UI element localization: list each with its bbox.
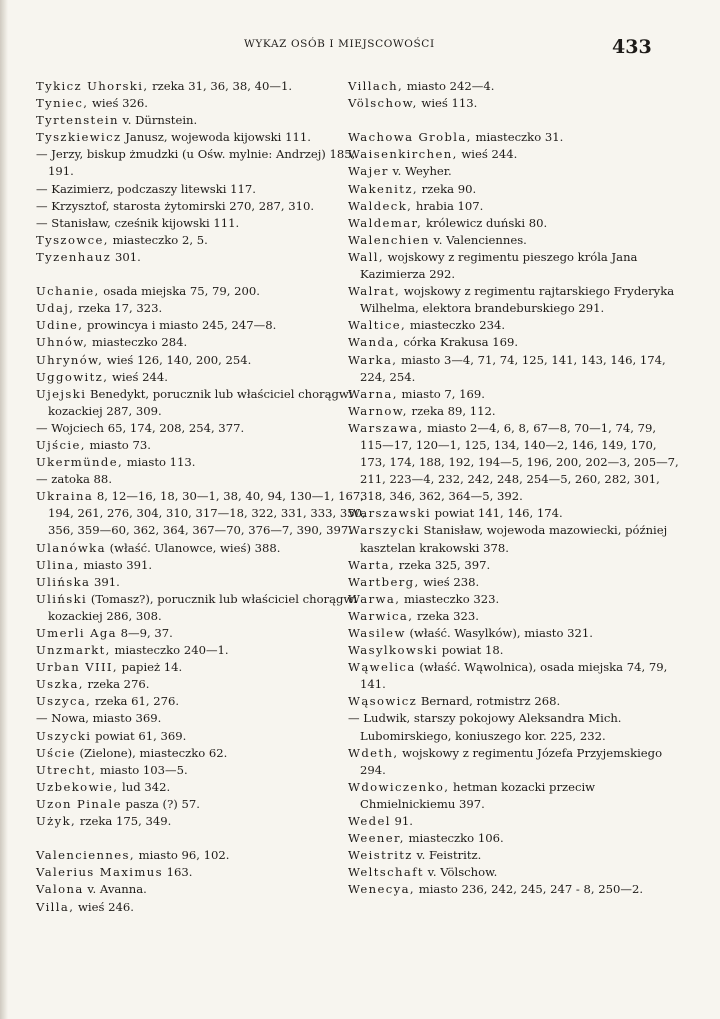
index-entry [36,574,366,591]
entry-text: rzeka 61, 276. [91,694,180,709]
index-entry [36,642,366,659]
entry-headword: Tyszowce, [36,232,109,247]
index-entry [348,181,680,198]
index-entry [36,300,366,317]
entry-headword: Urban VIII, [36,660,118,675]
index-entry [36,540,366,557]
entry-text: wieś 244. [108,369,168,384]
entry-headword: Ulanówka [36,540,106,555]
entry-text: — Nowa, miasto 369. [36,711,162,726]
entry-text: miasto 103—5. [96,762,188,777]
entry-text: miasteczko 106. [404,831,504,846]
index-entry [348,864,680,881]
entry-text: rzeka 17, 323. [74,301,163,316]
index-entry [348,710,680,744]
entry-text: miasto 73. [85,437,151,452]
entry-headword: Umerli Aga [36,626,117,640]
index-entry [348,779,680,813]
entry-text: wieś 244. [457,147,518,162]
entry-headword: Wartberg, [348,574,420,589]
index-entry [36,693,366,710]
index-entry [36,813,366,830]
index-entry [36,779,366,796]
entry-text: — Jerzy, biskup żmudzki (u Ośw. mylnie: Andrzej) 185, 191. [36,147,356,179]
entry-text: (Tomasz?), porucznik lub właściciel chorągwi kozackiej 286, 308. [48,591,358,623]
entry-headword: Uhrynów, [36,352,104,367]
entry-text: rzeka 276. [83,677,150,692]
entry-text: hetman kozacki przeciw Chmielnickiemu 397. [360,779,596,811]
entry-headword: Ukraina [36,489,94,504]
index-entry [36,232,366,249]
index-entry [348,386,680,403]
entry-headword: Uszyca, [36,694,92,709]
entry-headword: Udaj, [36,301,75,316]
entry-text: powiat 141, 146, 174. [430,506,563,521]
index-entry [36,557,366,574]
entry-headword: Tyrtenstein [36,113,119,128]
entry-text: królewicz duński 80. [422,215,548,230]
index-entry [348,334,680,351]
index-entry [36,488,366,539]
index-entry [348,574,680,591]
entry-text: miasto 3—4, 71, 74, 125, 141, 143, 146, 174, 224, 254. [360,352,666,384]
entry-text: wojskowy z regimentu pieszego króla Jana Kazimierza 292. [360,249,638,282]
index-entry [348,146,680,163]
index-entry [36,317,366,334]
entry-text: osada miejska 75, 79, 200. [99,284,260,299]
index-entry [348,505,680,522]
entry-headword: Ulińska [36,574,91,589]
entry-text: 91. [390,814,413,829]
index-entry [348,249,680,283]
index-entry [36,676,366,693]
index-entry [36,864,366,881]
index-entry [36,728,366,745]
index-entry [348,403,680,420]
entry-headword: Wenecya, [348,882,416,897]
entry-headword: Warszawa, [348,420,424,435]
index-entry [36,78,366,95]
index-entry [348,95,680,112]
index-entry [348,522,680,556]
index-entry [36,420,366,437]
entry-text: miasteczko 2, 5. [108,232,208,247]
index-entry [36,437,366,454]
entry-headword: Tyszkiewicz [36,130,122,145]
index-entry [36,625,366,642]
entry-text: miasto 391. [79,557,153,572]
entry-text: 391. [90,574,120,589]
entry-headword: Wąwelica [348,660,416,675]
entry-headword: Ujście, [36,437,86,452]
index-entry [36,454,366,471]
section-gap [348,112,680,129]
entry-text: powiat 61, 369. [91,728,187,743]
page-header [0,36,720,60]
entry-text: miasteczko 240—1. [110,643,229,658]
entry-text: 8—9, 37. [116,626,173,640]
entry-text: v. Völschow. [423,865,498,880]
entry-headword: Wajer [348,164,389,179]
entry-text: v. Weyher. [388,164,452,179]
entry-text: — zatoka 88. [36,472,112,487]
entry-text: wieś 326. [88,96,148,111]
entry-text: — Krzysztof, starosta żytomirski 270, 287, 310. [36,198,315,213]
entry-headword: Uhnów, [36,335,89,350]
entry-headword: Waldemar, [348,215,423,230]
entry-headword: Uzbekowie, [36,779,119,794]
index-entry [36,710,366,727]
entry-headword: Udine, [36,318,84,333]
entry-headword: Wall, [348,249,384,264]
index-entry [348,557,680,574]
entry-headword: Waisenkirchen, [348,147,458,162]
entry-text: lud 342. [118,779,171,794]
entry-headword: Völschow, [348,96,418,111]
index-entry [348,78,680,95]
entry-headword: Uście [36,745,76,760]
entry-headword: Warwa, [348,591,401,606]
entry-headword: Uchanie, [36,284,100,299]
index-entry [348,129,680,146]
entry-text: miasto 236, 242, 245, 247 - 8, 250—2. [415,882,644,897]
entry-headword: Warszawski [348,506,431,521]
entry-headword: Uggowitz, [36,369,109,384]
entry-headword: Uszka, [36,677,84,692]
index-entry [36,659,366,676]
entry-text: (Zielone), miasteczko 62. [75,745,228,760]
index-entry [348,659,680,693]
entry-text: rzeka 90. [417,181,477,196]
index-entry [36,386,366,420]
entry-text: Benedykt, porucznik lub właściciel chorągwi kozackiej 287, 309. [48,386,353,418]
index-entry [36,215,366,232]
entry-text: 163. [162,865,193,880]
entry-headword: Waldeck, [348,198,413,213]
entry-text: powiat 18. [438,643,504,658]
entry-headword: Weener, [348,831,405,846]
index-entry [36,146,366,180]
index-entry [348,283,680,317]
entry-headword: Weistritz [348,848,413,863]
index-entry [36,129,366,146]
entry-text: wojskowy z regimentu rajtarskiego Fryderyka Wilhelma, elektora brandeburskiego 291. [360,284,675,316]
index-entry [36,352,366,369]
entry-text: miasteczko 31. [471,130,564,145]
entry-headword: Waltice, [348,318,407,333]
index-entry [348,813,680,830]
entry-text: — Ludwik, starszy pokojowy Aleksandra Mich. Lubomirskiego, koniuszego kor. 225, 232. [348,711,622,743]
entry-text: miasteczko 284. [88,335,188,350]
entry-text: rzeka 325, 397. [395,557,491,572]
entry-headword: Użyk, [36,814,77,829]
entry-headword: Tyzenhauz [36,249,112,264]
entry-headword: Valerius Maximus [36,865,163,880]
index-entry [348,608,680,625]
entry-text: — Wojciech 65, 174, 208, 254, 377. [36,420,245,435]
index-entry [36,471,366,488]
index-entry [36,112,366,129]
entry-text: córka Krakusa 169. [399,335,519,350]
entry-headword: Wedel [348,814,391,829]
index-entry [348,317,680,334]
entry-text: v. Dürnstein. [118,113,198,128]
page-edge-shadow [0,0,8,1019]
entry-text: miasteczko 234. [406,318,506,333]
index-entry [348,163,680,180]
entry-text: rzeka 175, 349. [76,814,172,829]
entry-headword: Uzon Pinale [36,796,122,811]
entry-headword: Weltschaft [348,865,424,880]
entry-text: wieś 246. [74,899,134,914]
entry-text: miasteczko 323. [400,591,500,606]
entry-headword: Wasilew [348,626,406,640]
entry-headword: Warna, [348,386,398,401]
entry-text: miasto 96, 102. [134,848,230,863]
entry-text: prowincya i miasto 245, 247—8. [83,318,277,333]
index-entry [36,283,366,300]
entry-headword: Uszycki [36,728,92,743]
entry-headword: Warszycki [348,523,420,538]
entry-headword: Walrat, [348,284,401,299]
index-entry [348,847,680,864]
entry-headword: Wachowa Grobla, [348,130,472,145]
index-entry [348,881,680,898]
index-entry [348,830,680,847]
index-entry [36,881,366,898]
entry-text: Bernard, rotmistrz 268. [417,694,561,709]
index-entry [348,198,680,215]
entry-text: rzeka 89, 112. [407,403,496,418]
entry-text: 301. [111,249,141,264]
entry-text: miasto 242—4. [403,79,495,93]
index-entry [36,899,366,916]
entry-text: v. Avanna. [83,882,147,897]
entry-text: (właść. Wąwolnica), osada miejska 74, 79, 141. [360,660,668,692]
entry-headword: Warnow, [348,403,408,418]
entry-text: wieś 126, 140, 200, 254. [103,352,252,367]
entry-headword: Valona [36,882,84,897]
index-entry [348,693,680,710]
entry-text: — Stanisław, cześnik kijowski 111. [36,215,240,230]
section-gap [36,266,366,283]
entry-headword: Uliński [36,591,88,606]
entry-text: — Kazimierz, podczaszy litewski 117. [36,181,256,196]
index-entry [348,232,680,249]
entry-headword: Ujejski [36,386,87,401]
index-entry [36,181,366,198]
entry-headword: Warka, [348,352,398,367]
index-entry [36,762,366,779]
entry-headword: Wasylkowski [348,643,439,658]
index-entry [36,249,366,266]
entry-text: pasza (?) 57. [121,796,200,811]
index-entry [348,625,680,642]
running-title: WYKAZ OSÓB I MIEJSCOWOŚCI [244,38,435,50]
index-entry [36,198,366,215]
index-entry [36,369,366,386]
entry-text: rzeka 323. [413,608,479,623]
entry-headword: Tykicz Uhorski, [36,79,149,93]
entry-headword: Wdowiczenko, [348,779,450,794]
index-entry [36,591,366,625]
index-entry [348,591,680,608]
entry-text: miasto 7, 169. [397,386,485,401]
index-entry [348,215,680,232]
index-entry [36,334,366,351]
index-entry [36,847,366,864]
index-entry [36,95,366,112]
entry-headword: Wąsowicz [348,694,418,709]
index-entry [348,745,680,779]
entry-headword: Tyniec, [36,96,89,111]
entry-text: miasto 113. [123,455,196,470]
entry-headword: Ulina, [36,557,80,572]
entry-headword: Villa, [36,899,75,914]
entry-headword: Ukermünde, [36,455,124,470]
entry-headword: Warta, [348,557,396,572]
index-entry [36,796,366,813]
entry-headword: Wdeth, [348,745,399,760]
entry-text: (właść. Ulanowce, wieś) 388. [105,540,281,555]
entry-text: 8, 12—16, 18, 30—1, 38, 40, 94, 130—1, 167, 194, 261, 276, 304, 310, 317—18, 322, 331, 333, 350, 356, 359—60, 362, 364, 367—70, 376—7, 390, 397. [48,489,366,538]
entry-text: hrabia 107. [412,198,484,213]
entry-headword: Wakenitz, [348,181,418,196]
index-entry [348,642,680,659]
entry-headword: Utrecht, [36,762,97,777]
entry-text: Stanisław, wojewoda mazowiecki, później kasztelan krakowski 378. [360,523,668,555]
entry-text: miasto 2—4, 6, 8, 67—8, 70—1, 74, 79, 115—17, 120—1, 125, 134, 140—2, 146, 149, 170, 173, 174, 188, 192, 194—5, 196, 200, 202—3, 205—7, 211, 223—4, 232, 242, 248, 254—5, 260, 282, 301, 318, 346, 362, 364—5, 392. [360,420,679,504]
entry-text: (właść. Wasylków), miasto 321. [405,626,593,640]
index-entry [36,745,366,762]
entry-headword: Wanda, [348,335,400,350]
right-column [348,78,680,899]
index-entry [348,420,680,505]
entry-headword: Walenchien [348,232,430,247]
entry-headword: Villach, [348,79,404,93]
entry-text: papież 14. [118,660,183,675]
entry-text: rzeka 31, 36, 38, 40—1. [148,79,293,93]
index-entry [348,352,680,386]
entry-text: v. Valenciennes. [429,232,527,247]
entry-text: v. Feistritz. [412,848,482,863]
entry-text: wojskowy z regimentu Józefa Przyjemskiego 294. [360,745,663,777]
entry-headword: Valenciennes, [36,848,135,863]
entry-text: wieś 113. [417,96,478,111]
entry-text: wieś 238. [419,574,480,589]
entry-text: Janusz, wojewoda kijowski 111. [121,130,311,145]
page-number: 433 [612,36,652,58]
entry-headword: Warwica, [348,608,414,623]
section-gap [36,830,366,847]
entry-headword: Unzmarkt, [36,643,111,658]
left-column [36,78,366,916]
